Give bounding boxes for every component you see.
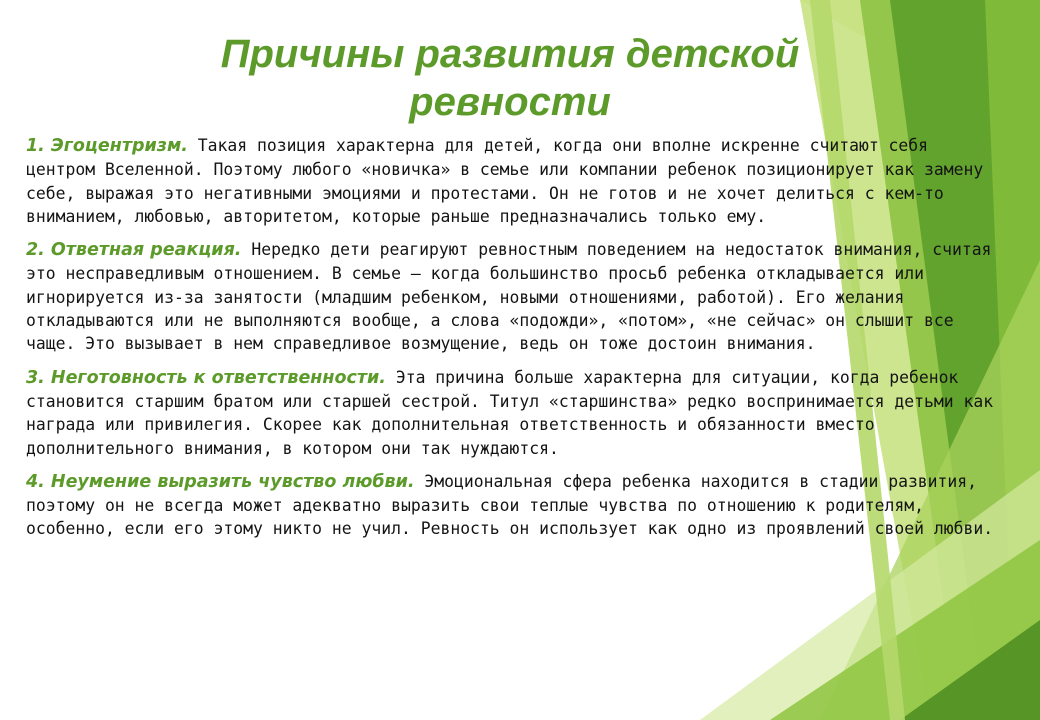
reason-text: Эта причина больше характерна для ситуации, когда ребенок становится старшим братом или старшей сестрой. Титул «старшинства» редко воспринимается детьми как награда или привилегия. Скорее как дополнительная ответственность и обязанности вместо дополнительного внимания, в котором они так нуждаются. (26, 367, 994, 458)
reason-item-love (26, 470, 1001, 541)
reasons-list (26, 134, 1001, 551)
reason-text: Такая позиция характерна для детей, когда они вполне искренне считают себя центром Вселенной. Поэтому любого «новичка» в семье или компании ребенок позиционирует как замену себе, выражая это негативными эмоциями и протестами. Он не готов и не хочет делиться с кем-то вниманием, любовью, авторитетом, которые раньше предназначались только ему. (26, 136, 984, 226)
slide-title: Причины развития детской ревности (220, 32, 800, 124)
reason-text: Нередко дети реагируют ревностным поведением на недостаток внимания, считая это несправедливым отношением. В семье — когда большинство просьб ребенка откладывается или игнорируется из-за занятости (младшим ребенком, новыми отношениями, работой). Его желания откладываются или не выполняются вообще, а слова «подожди», «потом», «не сейчас» он слышит все чаще. Это вызывает в нем справедливое возмущение, ведь он тоже достоин внимания. (26, 240, 992, 354)
reason-heading: 3. Неготовность к ответственности. (26, 367, 386, 388)
reason-heading: 1. Эгоцентризм. (26, 136, 188, 156)
reason-item-response (26, 238, 1001, 355)
reason-heading: 4. Неумение выразить чувство любви. (26, 471, 415, 492)
reason-heading: 2. Ответная реакция. (26, 240, 242, 261)
reason-item-responsibility (26, 366, 1001, 460)
reason-text: Эмоциональная сфера ребенка находится в стадии развития, поэтому он не всегда может адекватно выразить свои теплые чувства по отношению к родителям, особенно, если его этому никто не учил. Ревность он использует как одно из проявлений своей любви. (26, 471, 994, 539)
reason-item-egocentrism (26, 134, 1001, 228)
